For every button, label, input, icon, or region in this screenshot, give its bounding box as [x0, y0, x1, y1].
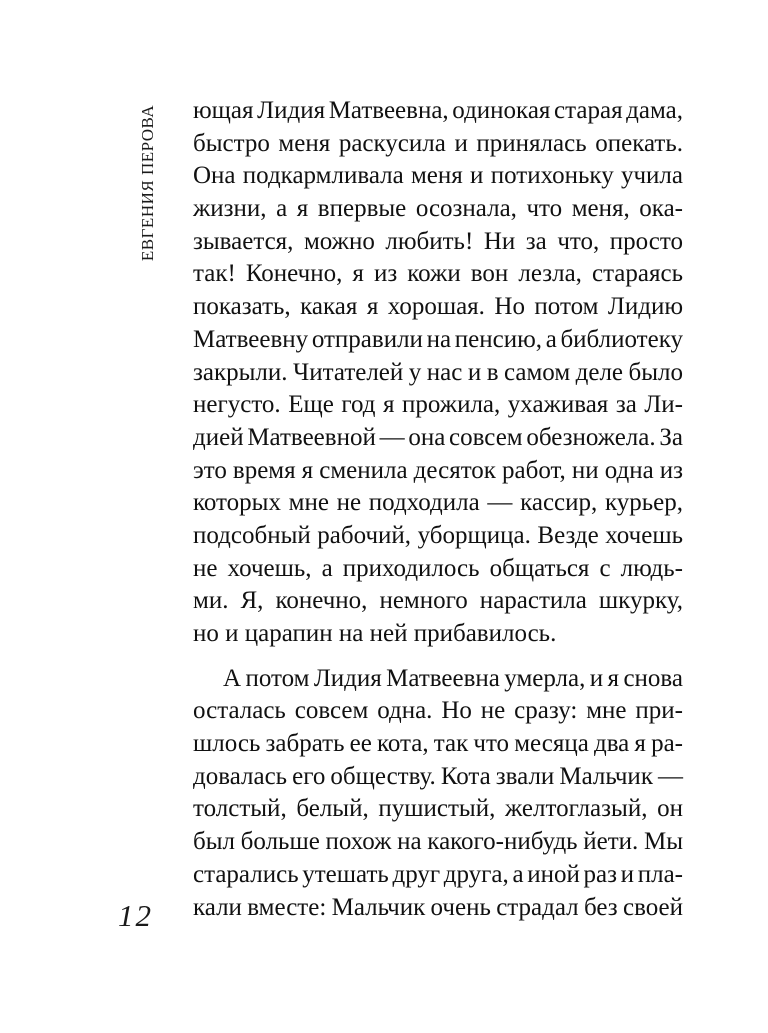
text-line: негусто. Еще год я прожила, ухаживая за Ли-	[193, 391, 683, 419]
text-line: был больше похож на какого-нибудь йети. Мы	[193, 828, 684, 856]
text-line: ющая Лидия Матвеевна, одинокая старая дама,	[193, 97, 683, 124]
text-line: шлось забрать ее кота, так что месяца два я ра-	[193, 730, 683, 758]
running-head	[122, 98, 174, 268]
text-line: это время я сменила десяток работ, ни одна из	[193, 456, 683, 484]
text-line: А потом Лидия Матвеевна умерла, и я снова	[223, 664, 683, 692]
text-line: зывается, можно любить! Ни за что, просто	[193, 227, 683, 255]
text-line: так! Конечно, я из кожи вон лезла, стараясь	[193, 260, 683, 288]
text-line: Матвеевну отправили на пенсию, а библиотеку	[193, 325, 683, 353]
text-line: старались утешать друг друга, а иной раз и пла-	[193, 860, 683, 888]
text-line: которых мне не подходила — кассир, курьер,	[193, 489, 683, 517]
text-line: ми. Я, конечно, немного нарастила шкурку,	[193, 587, 683, 615]
text-line: но и царапин на ней прибавилось.	[193, 620, 557, 647]
text-line: жизни, а я впервые осознала, что меня, ока-	[193, 195, 683, 223]
paragraph-gap	[193, 651, 683, 663]
text-line: толстый, белый, пушистый, желтоглазый, он	[193, 795, 683, 823]
text-line: Она подкармливала меня и потихоньку учила	[193, 162, 683, 190]
text-line: не хочешь, а приходилось общаться с людь-	[193, 554, 683, 582]
text-line: дией Матвеевной — она совсем обезножела. За	[193, 423, 683, 451]
text-line: кали вместе: Мальчик очень страдал без своей	[193, 893, 683, 921]
page-number: 12	[118, 898, 153, 933]
text-line: довалась его обществу. Кота звали Мальчик —	[193, 762, 683, 790]
text-line: показать, какая я хорошая. Но потом Лидию	[193, 293, 683, 321]
text-line: закрыли. Читателей у нас и в самом деле было	[193, 358, 683, 386]
text-line: осталась совсем одна. Но не сразу: мне при-	[193, 697, 683, 725]
text-line: быстро меня раскусила и принялась опекать.	[193, 129, 683, 157]
body-text	[193, 95, 683, 924]
running-head-author: ЕВГЕНИЯ ПЕРОВА	[138, 104, 158, 262]
text-line: подсобный рабочий, уборщица. Везде хочешь	[193, 521, 683, 549]
